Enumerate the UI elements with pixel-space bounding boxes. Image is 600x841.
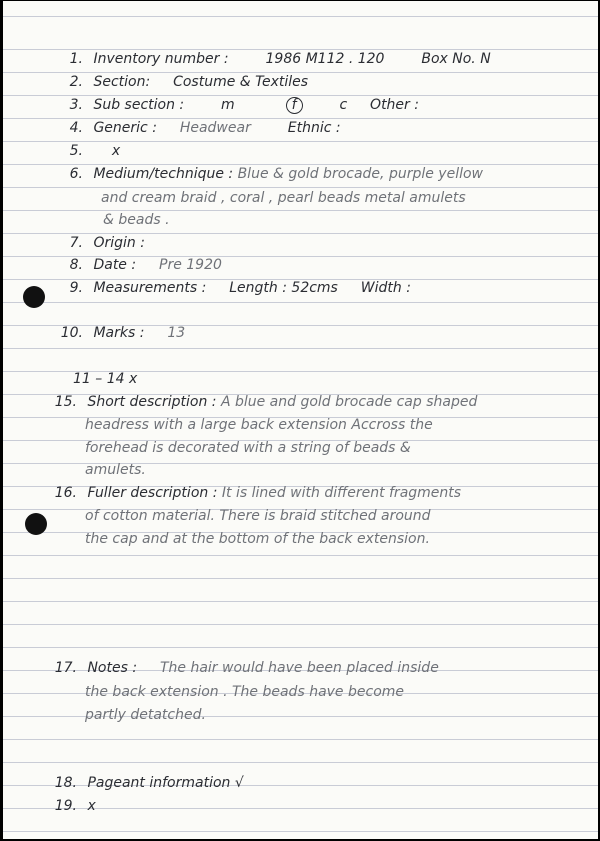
field-number: 4. [69,120,83,136]
box-number: Box No. N [421,51,491,67]
length-label: Length : [229,280,287,296]
length-value: 52cms [291,280,338,296]
notes-line-2: the back extension . The beads have become [85,684,405,700]
field-fuller-description [51,485,461,501]
short-description-line-1: A blue and gold brocade cap shaped [220,394,478,410]
field-medium-technique [57,166,483,182]
inventory-number-value: 1986 M112 . 120 [265,51,385,67]
check-mark: √ [234,775,244,791]
punch-hole-top [23,286,45,308]
punch-hole-bottom [25,513,47,535]
field-number: 5. [69,143,83,159]
field-label: Fuller description : [87,485,218,501]
option-c: c [339,97,348,113]
ethnic-label: Ethnic : [287,120,341,136]
field-number: 10. [60,325,83,341]
field-label: Pageant information [87,775,231,791]
field-label: Notes : [87,660,138,676]
fields-11-14-value: 11 – 14 x [73,371,138,387]
field-label: Short description : [87,394,217,410]
short-description-line-4: amulets. [85,462,146,478]
field-number: 18. [54,775,77,791]
field-pageant-information [51,775,244,791]
field-number: 6. [69,166,83,182]
generic-value: Headwear [179,120,251,136]
field-origin [57,235,145,251]
field-label: Generic : [93,120,157,136]
field-label: Inventory number : [93,51,229,67]
width-label: Width : [360,280,411,296]
field-19 [51,798,96,814]
notes-line-1: The hair would have been placed inside [159,660,439,676]
field-label: Measurements : [93,280,207,296]
fields-11-14 [73,371,137,387]
field-number: 8. [69,257,83,273]
field-marks [57,325,185,341]
field-generic [57,120,341,136]
field-sub-section [57,97,419,114]
field-inventory-number [57,51,491,67]
field-label: Sub section : [93,97,185,113]
fuller-description-line-2: of cotton material. There is braid stitched around [85,508,431,524]
short-description-line-2: headress with a large back extension Accross the [85,417,433,433]
option-other: Other : [370,97,419,113]
field-label: Date : [93,257,137,273]
date-value: Pre 1920 [159,257,222,273]
field-number: 2. [69,74,83,90]
field-label: Section: [93,74,151,90]
option-f-circled: f [286,97,303,114]
field-number: 1. [69,51,83,67]
fuller-description-line-1: It is lined with different fragments [221,485,462,501]
notes-line-3: partly detatched. [85,707,206,723]
field-number: 17. [54,660,77,676]
field-number: 3. [69,97,83,113]
field-number: 7. [69,235,83,251]
field-5 [57,143,120,159]
field-notes [51,660,439,676]
medium-text-line-2: and cream braid , coral , pearl beads metal amulets [101,190,466,206]
field-section [57,74,308,90]
marks-value: 13 [167,325,186,341]
field-date [57,257,222,273]
field-number: 15. [54,394,77,410]
field-short-description [51,394,477,410]
form-sheet [3,1,598,839]
field-19-value: x [87,798,96,814]
option-m: m [221,97,235,113]
field-measurements [57,280,411,296]
field-label: Medium/technique : [93,166,234,182]
fuller-description-line-3: the cap and at the bottom of the back extension. [85,531,430,547]
field-label: Origin : [93,235,145,251]
field-5-value: x [111,143,121,159]
short-description-line-3: forehead is decorated with a string of beads & [85,440,411,456]
medium-text-line-3: & beads . [103,212,170,228]
field-label: Marks : [93,325,145,341]
section-value: Costume & Textiles [173,74,309,90]
field-number: 9. [69,280,83,296]
field-number: 19. [54,798,77,814]
field-number: 16. [54,485,77,501]
medium-text-line-1: Blue & gold brocade, purple yellow [237,166,483,182]
